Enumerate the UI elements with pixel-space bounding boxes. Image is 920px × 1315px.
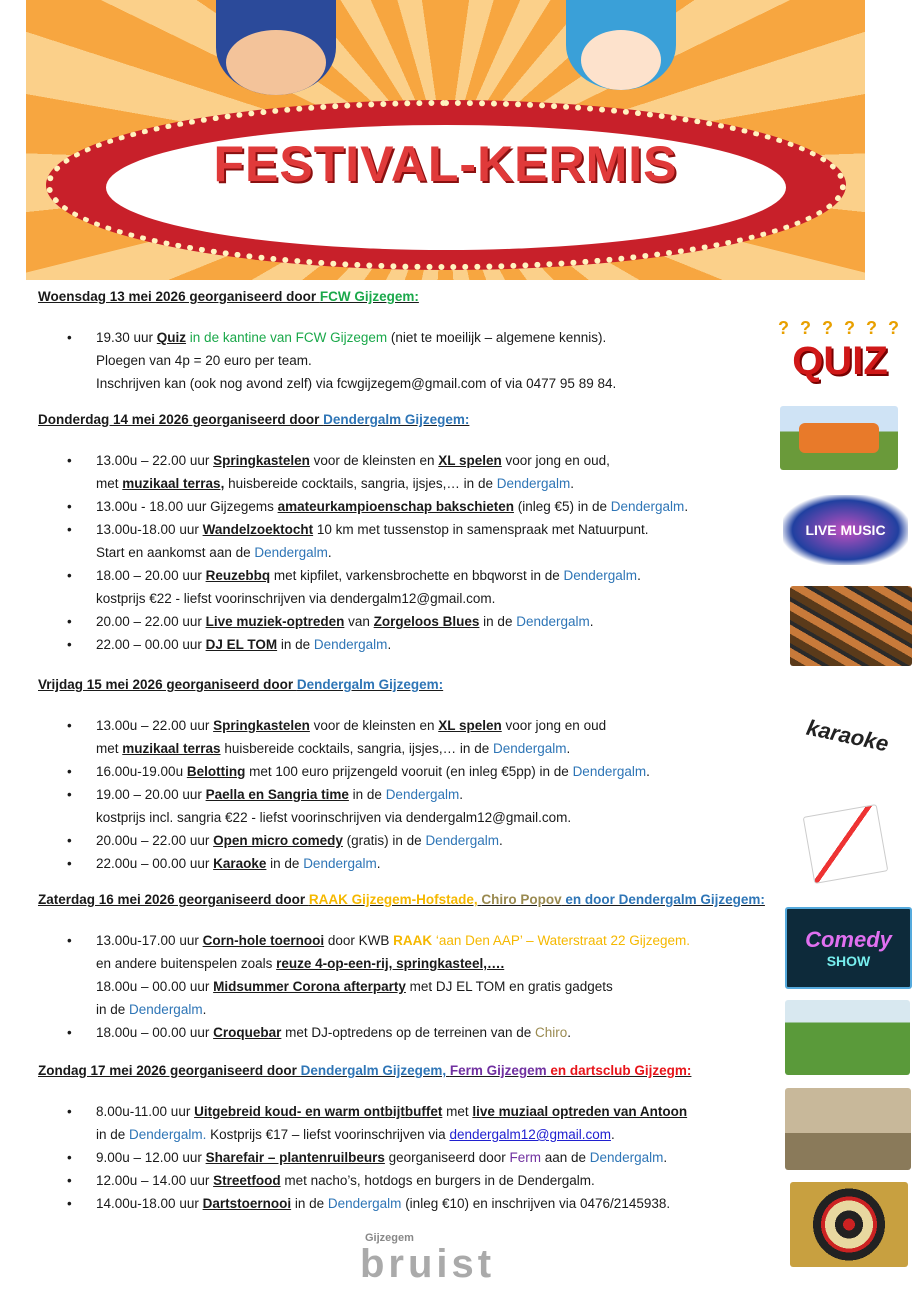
text-segment: Dendergalm: [303, 856, 377, 871]
text-segment: Dendergalm: [313, 637, 388, 652]
text-segment: 18.00u – 00.00 uur: [96, 1025, 214, 1040]
text-segment: 13.00u-18.00 uur: [96, 522, 203, 537]
text-segment: RAAK: [393, 933, 433, 948]
event-line: [38, 714, 778, 737]
text-segment: (inleg €5) in de: [513, 499, 611, 514]
event-line: [38, 1123, 778, 1146]
event-line: [38, 1146, 778, 1169]
text-segment: van: [344, 614, 374, 629]
text-segment: .: [327, 545, 332, 560]
text-segment: Chiro Popov: [481, 892, 562, 907]
clown-magician-illustration: [216, 0, 336, 95]
text-segment: reuze 4-op-een-rij, springkasteel,….: [276, 956, 505, 971]
text-segment: voor jong en oud,: [501, 453, 610, 468]
text-segment: en door Dendergalm Gijzegem:: [561, 892, 765, 907]
text-segment: ‘aan Den AAP’ – Waterstraat 22 Gijzegem.: [432, 933, 690, 948]
text-segment: .: [566, 741, 571, 756]
event-line: [38, 472, 778, 495]
text-segment: Dartstoernooi: [202, 1196, 292, 1211]
text-segment: .: [567, 1025, 572, 1040]
event-line: [38, 929, 778, 952]
text-segment: Zorgeloos Blues: [373, 614, 480, 629]
text-segment: voor jong en oud: [501, 718, 607, 733]
text-segment: .: [663, 1150, 668, 1165]
text-segment: .: [570, 476, 575, 491]
text-segment: met kipfilet, varkensbrochette en bbqworst in de: [270, 568, 564, 583]
bullet-icon: •: [67, 637, 72, 652]
bullet-icon: •: [67, 499, 72, 514]
text-segment: Chiro: [535, 1025, 568, 1040]
text-segment: Dendergalm: [254, 545, 328, 560]
email-link[interactable]: dendergalm12@gmail.com: [449, 1127, 611, 1142]
text-segment: .: [637, 568, 641, 583]
bullet-icon: •: [67, 453, 72, 468]
bullet-icon: •: [67, 614, 72, 629]
text-segment: met 100 euro prijzengeld vooruit (en inleg €5pp) in de: [245, 764, 573, 779]
text-segment: Uitgebreid koud- en warm ontbijtbuffet: [194, 1104, 443, 1119]
text-segment: Corn-hole toernooi: [202, 933, 325, 948]
text-segment: Start en aankomst aan de: [96, 545, 255, 560]
text-segment: .: [610, 1127, 615, 1142]
event-line: [38, 495, 778, 518]
text-segment: 22.00u – 00.00 uur: [96, 856, 214, 871]
text-segment: in de: [96, 1002, 130, 1017]
event-line: [38, 806, 778, 829]
text-segment: .: [202, 1002, 207, 1017]
text-segment: met nacho’s, hotdogs en burgers in de Dendergalm.: [280, 1173, 595, 1188]
event-line: [38, 737, 778, 760]
text-segment: Donderdag 14 mei 2026 georganiseerd door: [38, 412, 324, 427]
text-segment: Sharefair – plantenruilbeurs: [205, 1150, 385, 1165]
section-saturday: [38, 890, 778, 1044]
bullet-icon: •: [67, 330, 72, 345]
text-segment: Dendergalm: [589, 1150, 664, 1165]
text-segment: 18.00u – 00.00 uur: [96, 979, 214, 994]
text-segment: met: [442, 1104, 473, 1119]
text-segment: Zondag 17 mei 2026 georganiseerd door: [38, 1063, 301, 1078]
bullet-icon: •: [67, 787, 72, 802]
event-line: [38, 349, 778, 372]
bullet-icon: •: [67, 764, 72, 779]
section-friday: [38, 675, 778, 875]
text-segment: 9.00u – 12.00 uur: [96, 1150, 206, 1165]
text-segment: RAAK Gijzegem-Hofstade,: [308, 892, 482, 907]
text-segment: Ferm: [509, 1150, 541, 1165]
bullet-icon: •: [67, 522, 72, 537]
text-segment: Vrijdag 15 mei 2026 georganiseerd door: [38, 677, 297, 692]
text-segment: .: [387, 637, 392, 652]
bullet-icon: •: [67, 1150, 72, 1165]
text-segment: Dendergalm: [572, 764, 647, 779]
text-segment: aan de: [541, 1150, 590, 1165]
text-segment: en andere buitenspelen zoals: [96, 956, 277, 971]
text-segment: en dartsclub Gijzegm:: [546, 1063, 692, 1078]
text-segment: Dendergalm Gijzegem,: [300, 1063, 450, 1078]
bicycle-image: [785, 1088, 911, 1170]
text-segment: in de: [266, 856, 304, 871]
bubble-football-image: [785, 1000, 910, 1075]
text-segment: Zaterdag 16 mei 2026 georganiseerd door: [38, 892, 309, 907]
text-segment: Reuzebbq: [205, 568, 271, 583]
text-segment: .: [376, 856, 381, 871]
section-wednesday: [38, 287, 778, 395]
gijzegem-bruist-logo: Gijzegem bruist: [360, 1232, 496, 1286]
section-sunday: [38, 1061, 778, 1215]
text-segment: Dendergalm Gijzegem:: [296, 677, 444, 692]
text-segment: 20.00u – 22.00 uur: [96, 833, 214, 848]
text-segment: live muziaal optreden van Antoon: [472, 1104, 688, 1119]
event-line: [38, 760, 778, 783]
festival-banner: [26, 0, 865, 280]
event-line: [38, 610, 778, 633]
text-segment: (gratis) in de: [342, 833, 426, 848]
karaoke-image: karaoke: [804, 714, 891, 757]
text-segment: Dendergalm: [129, 1002, 203, 1017]
event-line: [38, 633, 778, 656]
section-header: [38, 890, 778, 910]
text-segment: met: [96, 476, 123, 491]
bullet-icon: •: [67, 568, 72, 583]
text-segment: Streetfood: [213, 1173, 281, 1188]
text-segment: 13.00u – 22.00 uur: [96, 453, 214, 468]
text-segment: door KWB: [324, 933, 394, 948]
text-segment: in de: [96, 1127, 130, 1142]
text-segment: 16.00u-19.00u: [96, 764, 187, 779]
text-segment: muzikaal terras: [122, 741, 221, 756]
text-segment: Wandelzoektocht: [202, 522, 314, 537]
text-segment: in de: [348, 787, 386, 802]
text-segment: (niet te moeilijk – algemene kennis).: [387, 330, 607, 345]
bouncy-castle-image: [780, 406, 898, 470]
text-segment: (inleg €10) en inschrijven via 0476/2145938.: [401, 1196, 671, 1211]
text-segment: Kostprijs €17 – liefst voorinschrijven via: [206, 1127, 450, 1142]
event-list: [38, 1100, 778, 1215]
text-segment: voor de kleinsten en: [309, 718, 439, 733]
event-line: [38, 852, 778, 875]
event-line: [38, 449, 778, 472]
event-line: [38, 326, 778, 349]
text-segment: .: [684, 499, 689, 514]
text-segment: Karaoke: [213, 856, 267, 871]
text-segment: 19.30 uur: [96, 330, 157, 345]
event-list: [38, 326, 778, 395]
section-header: [38, 287, 778, 307]
section-header: [38, 1061, 778, 1081]
text-segment: met: [96, 741, 123, 756]
text-segment: 19.00 – 20.00 uur: [96, 787, 206, 802]
text-segment: Dendergalm: [496, 476, 571, 491]
text-segment: 10 km met tussenstop in samenspraak met Natuurpunt.: [313, 522, 649, 537]
text-segment: Live muziek-optreden: [205, 614, 345, 629]
bullet-icon: •: [67, 1104, 72, 1119]
text-segment: in de: [479, 614, 517, 629]
text-segment: in de kantine van FCW Gijzegem: [186, 330, 388, 345]
text-segment: kostprijs incl. sangria €22 - liefst voorinschrijven via dendergalm12@gmail.com.: [96, 810, 572, 825]
text-segment: Dendergalm: [563, 568, 638, 583]
comedy-show-image: Comedy SHOW: [785, 907, 912, 989]
event-list: [38, 929, 778, 1044]
event-line: [38, 829, 778, 852]
text-segment: Dendergalm: [492, 741, 567, 756]
event-line: [38, 541, 778, 564]
text-segment: Quiz: [156, 330, 187, 345]
event-line: [38, 587, 778, 610]
section-header: [38, 410, 778, 430]
text-segment: .: [459, 787, 463, 802]
text-segment: XL spelen: [438, 718, 502, 733]
text-segment: Inschrijven kan (ook nog avond zelf) via fcwgijzegem@gmail.com of via 0477 95 89 84.: [96, 376, 617, 391]
bullet-icon: •: [67, 933, 72, 948]
event-line: [38, 952, 778, 975]
text-segment: Dendergalm Gijzegem:: [323, 412, 470, 427]
quiz-image: ? ? ? ? ? ? QUIZ: [778, 318, 902, 383]
text-segment: Dendergalm: [516, 614, 590, 629]
text-segment: 13.00u-17.00 uur: [96, 933, 203, 948]
text-segment: 12.00u – 14.00 uur: [96, 1173, 214, 1188]
text-segment: 22.00 – 00.00 uur: [96, 637, 206, 652]
event-line: [38, 1100, 778, 1123]
event-line: [38, 518, 778, 541]
banner-title: FESTIVAL-KERMIS: [213, 136, 678, 192]
text-segment: Dendergalm: [425, 833, 499, 848]
text-segment: 20.00 – 22.00 uur: [96, 614, 206, 629]
text-segment: Springkastelen: [213, 718, 310, 733]
text-segment: 14.00u-18.00 uur: [96, 1196, 203, 1211]
event-line: [38, 975, 778, 998]
text-segment: DJ EL TOM: [205, 637, 278, 652]
event-line: [38, 564, 778, 587]
bullet-icon: •: [67, 1173, 72, 1188]
text-segment: Croquebar: [213, 1025, 282, 1040]
text-segment: Ploegen van 4p = 20 euro per team.: [96, 353, 312, 368]
text-segment: in de: [291, 1196, 328, 1211]
text-segment: voor de kleinsten en: [309, 453, 439, 468]
dartboard-image: [790, 1182, 908, 1267]
text-segment: 18.00 – 20.00 uur: [96, 568, 206, 583]
event-line: [38, 1021, 778, 1044]
text-segment: Woensdag 13 mei 2026 georganiseerd door: [38, 289, 320, 304]
event-line: [38, 1192, 778, 1215]
text-segment: 13.00u - 18.00 uur Gijzegems: [96, 499, 278, 514]
text-segment: muzikaal terras,: [122, 476, 225, 491]
bullet-icon: •: [67, 856, 72, 871]
text-segment: Dendergalm: [385, 787, 460, 802]
text-segment: 13.00u – 22.00 uur: [96, 718, 214, 733]
section-thursday: [38, 410, 778, 656]
event-list: [38, 714, 778, 875]
text-segment: Dendergalm: [610, 499, 685, 514]
event-line: [38, 1169, 778, 1192]
bullet-icon: •: [67, 718, 72, 733]
bullet-icon: •: [67, 1196, 72, 1211]
text-segment: georganiseerd door: [384, 1150, 510, 1165]
event-line: [38, 372, 778, 395]
text-segment: .: [498, 833, 503, 848]
text-segment: Dendergalm.: [129, 1127, 207, 1142]
text-segment: met DJ-optredens op de terreinen van de: [281, 1025, 536, 1040]
text-segment: Ferm Gijzegem: [449, 1063, 547, 1078]
event-line: [38, 783, 778, 806]
section-header: [38, 675, 778, 695]
text-segment: in de: [277, 637, 314, 652]
text-segment: XL spelen: [438, 453, 502, 468]
playing-cards-image: [803, 804, 889, 884]
text-segment: .: [646, 764, 650, 779]
text-segment: FCW Gijzegem:: [319, 289, 419, 304]
text-segment: huisbereide cocktails, sangria, ijsjes,… in de: [224, 476, 497, 491]
text-segment: .: [589, 614, 594, 629]
text-segment: Midsummer Corona afterparty: [213, 979, 406, 994]
bbq-image: [790, 586, 912, 666]
event-list: [38, 449, 778, 656]
text-segment: Springkastelen: [213, 453, 310, 468]
bullet-icon: •: [67, 1025, 72, 1040]
event-line: [38, 998, 778, 1021]
bullet-icon: •: [67, 833, 72, 848]
text-segment: kostprijs €22 - liefst voorinschrijven via dendergalm12@gmail.com.: [96, 591, 496, 606]
text-segment: Open micro comedy: [213, 833, 343, 848]
text-segment: Belotting: [186, 764, 246, 779]
text-segment: Paella en Sangria time: [205, 787, 349, 802]
text-segment: met DJ EL TOM en gratis gadgets: [405, 979, 613, 994]
clown-illustration: [566, 0, 676, 90]
text-segment: amateurkampioenschap bakschieten: [277, 499, 514, 514]
text-segment: huisbereide cocktails, sangria, ijsjes,… in de: [220, 741, 493, 756]
live-music-image: LIVE MUSIC: [783, 495, 908, 565]
text-segment: Dendergalm: [327, 1196, 402, 1211]
text-segment: 8.00u-11.00 uur: [96, 1104, 195, 1119]
